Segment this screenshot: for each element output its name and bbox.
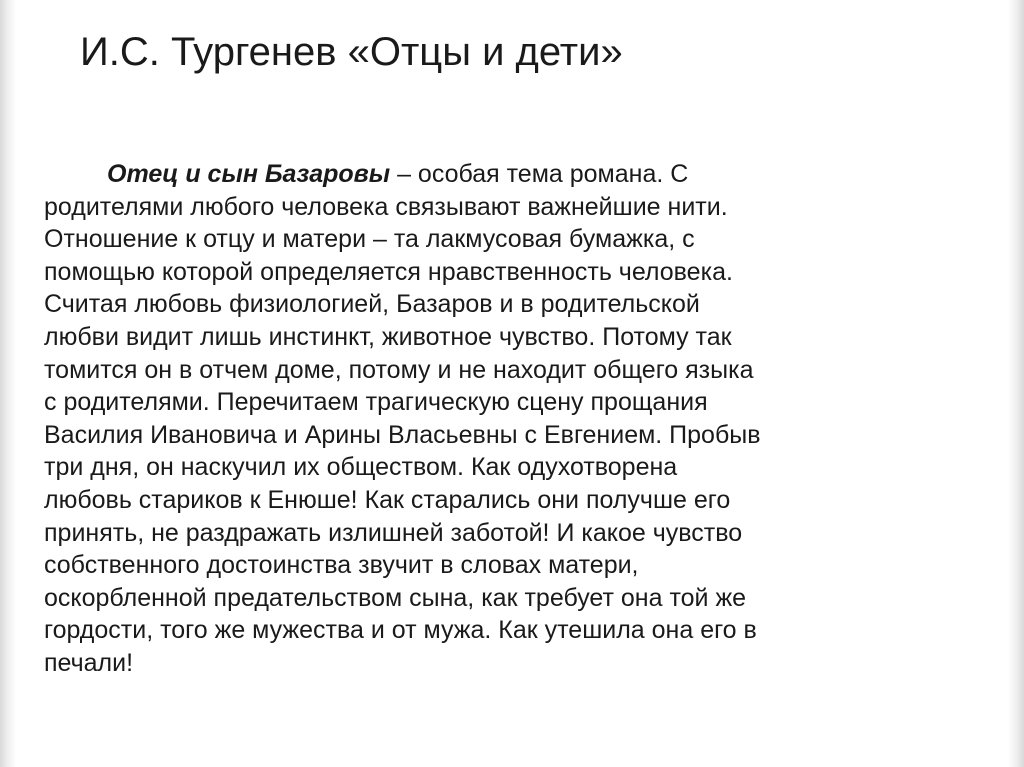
slide-title: И.С. Тургенев «Отцы и дети»: [80, 30, 623, 74]
body-line-11: любовь стариков к Енюше! Как старались они получше его: [44, 485, 731, 514]
slide-body-text: [44, 158, 934, 680]
body-line-16: печали!: [44, 648, 134, 677]
body-line-15: гордости, того же мужества и от мужа. Как утешила она его в: [44, 616, 757, 645]
body-line-9: Василия Ивановича и Арины Власьевны с Евгением. Пробыв: [44, 420, 761, 449]
body-line-13: собственного достоинства звучит в словах матери,: [44, 551, 639, 580]
body-line-12: принять, не раздражать излишней заботой! И какое чувство: [44, 518, 743, 547]
body-line-4: помощью которой определяется нравственность человека.: [44, 257, 733, 286]
body-line-1-rest: – особая тема романа. С: [390, 160, 689, 188]
lead-emphasis: Отец и сын Базаровы: [107, 160, 391, 188]
body-line-5: Считая любовь физиологией, Базаров и в родительской: [44, 290, 700, 319]
slide-right-edge-shadow: [1008, 0, 1024, 767]
body-line-6: любви видит лишь инстинкт, животное чувство. Потому так: [44, 322, 732, 351]
body-line-10: три дня, он наскучил их обществом. Как одухотворена: [44, 453, 678, 482]
body-line-2: родителями любого человека связывают важнейшие нити.: [44, 192, 728, 221]
body-line-14: оскорбленной предательством сына, как требует она той же: [44, 583, 747, 612]
slide-left-edge-shadow: [0, 0, 16, 767]
body-line-1: [44, 158, 934, 191]
body-line-8: с родителями. Перечитаем трагическую сцену прощания: [44, 388, 708, 417]
body-line-3: Отношение к отцу и матери – та лакмусовая бумажка, с: [44, 225, 695, 254]
body-line-7: томится он в отчем доме, потому и не находит общего языка: [44, 355, 754, 384]
